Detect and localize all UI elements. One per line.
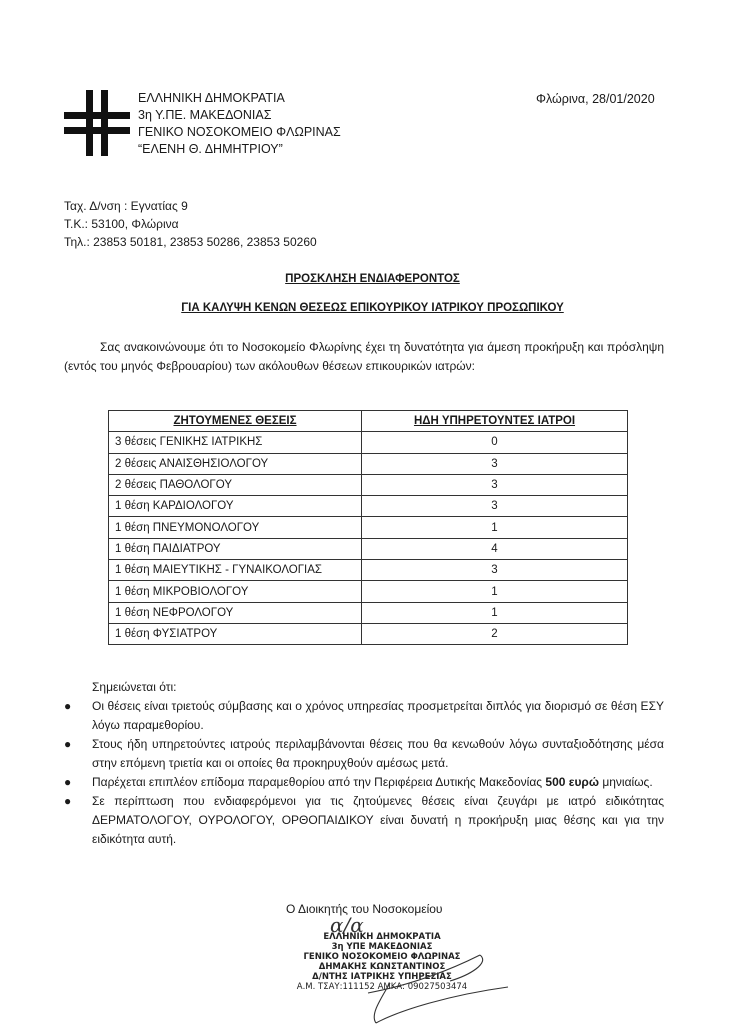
stamp-line: 3η ΥΠΕ ΜΑΚΕΔΟΝΙΑΣ	[331, 942, 433, 952]
table-row	[109, 474, 628, 495]
position-cell: 1 θέση ΜΙΚΡΟΒΙΟΛΟΓΟΥ	[109, 581, 362, 602]
serving-count-cell: 1	[362, 517, 628, 538]
intro-paragraph: Σας ανακοινώνουμε ότι το Νοσοκομείο Φλωρίνης έχει τη δυνατότητα για άμεση προκήρυξη και πρόσληψη (εντός του μηνός Φεβρουαρίου) των ακόλουθων θέσεων επικουρικών ιατρών:	[64, 340, 664, 373]
table-row	[109, 602, 628, 623]
list-item	[64, 792, 664, 849]
address-postal: Τ.Κ.: 53100, Φλώρινα	[64, 217, 179, 231]
document-date: Φλώρινα, 28/01/2020	[536, 92, 655, 106]
table-row	[109, 453, 628, 474]
serving-count-cell: 3	[362, 453, 628, 474]
note-text: μηνιαίως.	[599, 775, 653, 789]
note-text: Στους ήδη υπηρετούντες ιατρούς περιλαμβάνονται θέσεις που θα κενωθούν λόγω συνταξιοδότησης μέσα στην επόμενη τριετία και οι οποίες θα προκηρυχθούν αμέσως μετά.	[92, 737, 664, 770]
position-cell: 1 θέση ΠΝΕΥΜΟΝΟΛΟΓΟΥ	[109, 517, 362, 538]
position-cell: 3 θέσεις ΓΕΝΙΚΗΣ ΙΑΤΡΙΚΗΣ	[109, 432, 362, 453]
header-line-2: 3η Υ.ΠΕ. ΜΑΚΕΔΟΝΙΑΣ	[138, 108, 272, 122]
table-row	[109, 517, 628, 538]
bullet-icon: ●	[64, 775, 72, 789]
bullet-icon: ●	[64, 737, 72, 751]
bullet-icon: ●	[64, 794, 72, 808]
notes-list	[64, 697, 664, 849]
list-item	[64, 735, 664, 773]
position-cell: 1 θέση ΠΑΙΔΙΑΤΡΟΥ	[109, 538, 362, 559]
document-title: ΠΡΟΣΚΛΗΣΗ ΕΝΔΙΑΦΕΡΟΝΤΟΣ	[285, 273, 460, 285]
serving-count-cell: 3	[362, 474, 628, 495]
stamp-line: Α.Μ. ΤΣΑΥ:111152 ΑΜΚΑ: 09027503474	[296, 982, 468, 992]
table-row	[109, 496, 628, 517]
header-line-4: “ΕΛΕΝΗ Θ. ΔΗΜΗΤΡΙΟΥ”	[138, 142, 283, 156]
allowance-amount: 500 ευρώ	[545, 775, 599, 789]
notes-intro: Σημειώνεται ότι:	[92, 680, 177, 694]
header-line-1: ΕΛΛΗΝΙΚΗ ΔΗΜΟΚΡΑΤΙΑ	[138, 91, 285, 105]
table-header-row	[109, 411, 628, 432]
header-serving-doctors: ΗΔΗ ΥΠΗΡΕΤΟΥΝΤΕΣ ΙΑΤΡΟΙ	[362, 411, 628, 432]
stamp-line: ΕΛΛΗΝΙΚΗ ΔΗΜΟΚΡΑΤΙΑ	[323, 932, 441, 942]
serving-count-cell: 2	[362, 623, 628, 644]
table-row	[109, 538, 628, 559]
stamp-line: Δ/ΝΤΗΣ ΙΑΤΡΙΚΗΣ ΥΠΗΡΕΣΙΑΣ	[312, 972, 452, 982]
list-item	[64, 697, 664, 735]
header-line-3: ΓΕΝΙΚΟ ΝΟΣΟΚΟΜΕΙΟ ΦΛΩΡΙΝΑΣ	[138, 125, 341, 139]
stamp-line: ΓΕΝΙΚΟ ΝΟΣΟΚΟΜΕΙΟ ΦΛΩΡΙΝΑΣ	[303, 952, 461, 962]
serving-count-cell: 4	[362, 538, 628, 559]
serving-count-cell: 0	[362, 432, 628, 453]
position-cell: 1 θέση ΝΕΦΡΟΛΟΓΟΥ	[109, 602, 362, 623]
address-phone: Τηλ.: 23853 50181, 23853 50286, 23853 50260	[64, 235, 317, 249]
handwritten-initials: α/α	[330, 913, 364, 937]
table-row	[109, 581, 628, 602]
table-body	[109, 432, 628, 645]
table-row	[109, 623, 628, 644]
table-row	[109, 432, 628, 453]
position-cell: 2 θέσεις ΑΝΑΙΣΘΗΣΙΟΛΟΓΟΥ	[109, 453, 362, 474]
position-cell: 2 θέσεις ΠΑΘΟΛΟΓΟΥ	[109, 474, 362, 495]
stamp-line: ΔΗΜΑΚΗΣ ΚΩΝΣΤΑΝΤΙΝΟΣ	[318, 962, 446, 972]
serving-count-cell: 3	[362, 560, 628, 581]
note-text: Σε περίπτωση που ενδιαφερόμενοι για τις ζητούμενες θέσεις είναι ζευγάρι με ιατρό ειδικότητας ΔΕΡΜΑΤΟΛΟΓΟΥ, ΟΥΡΟΛΟΓΟΥ, ΟΡΘΟΠΑΙΔΙΚΟΥ είναι δυνατή η προκήρυξη μιας θέσης και για την ειδικότητα αυτή.	[92, 794, 664, 846]
position-cell: 1 θέση ΚΑΡΔΙΟΛΟΓΟΥ	[109, 496, 362, 517]
serving-count-cell: 3	[362, 496, 628, 517]
handwritten-signature-icon	[330, 935, 530, 1025]
note-text: Παρέχεται επιπλέον επίδομα παραμεθορίου από την Περιφέρεια Δυτικής Μακεδονίας	[92, 775, 546, 789]
table-row	[109, 560, 628, 581]
note-text: Οι θέσεις είναι τριετούς σύμβασης και ο χρόνος υπηρεσίας προσμετρείται διπλός για διορισμό σε θέση ΕΣΥ λόγω παραμεθορίου.	[92, 699, 664, 732]
list-item	[64, 773, 664, 792]
serving-count-cell: 1	[362, 602, 628, 623]
header-positions: ΖΗΤΟΥΜΕΝΕΣ ΘΕΣΕΙΣ	[109, 411, 362, 432]
address-street: Ταχ. Δ/νση : Εγνατίας 9	[64, 199, 188, 213]
document-subtitle: ΓΙΑ ΚΑΛΥΨΗ ΚΕΝΩΝ ΘΕΣΕΩΣ ΕΠΙΚΟΥΡΙΚΟΥ ΙΑΤΡΙΚΟΥ ΠΡΟΣΩΠΙΚΟΥ	[181, 302, 564, 314]
positions-table	[108, 410, 628, 645]
position-cell: 1 θέση ΦΥΣΙΑΤΡΟΥ	[109, 623, 362, 644]
hospital-cross-logo-icon	[64, 90, 130, 156]
bullet-icon: ●	[64, 699, 72, 713]
position-cell: 1 θέση ΜΑΙΕΥΤΙΚΗΣ - ΓΥΝΑΙΚΟΛΟΓΙΑΣ	[109, 560, 362, 581]
serving-count-cell: 1	[362, 581, 628, 602]
signature-title: Ο Διοικητής του Νοσοκομείου	[286, 902, 443, 916]
